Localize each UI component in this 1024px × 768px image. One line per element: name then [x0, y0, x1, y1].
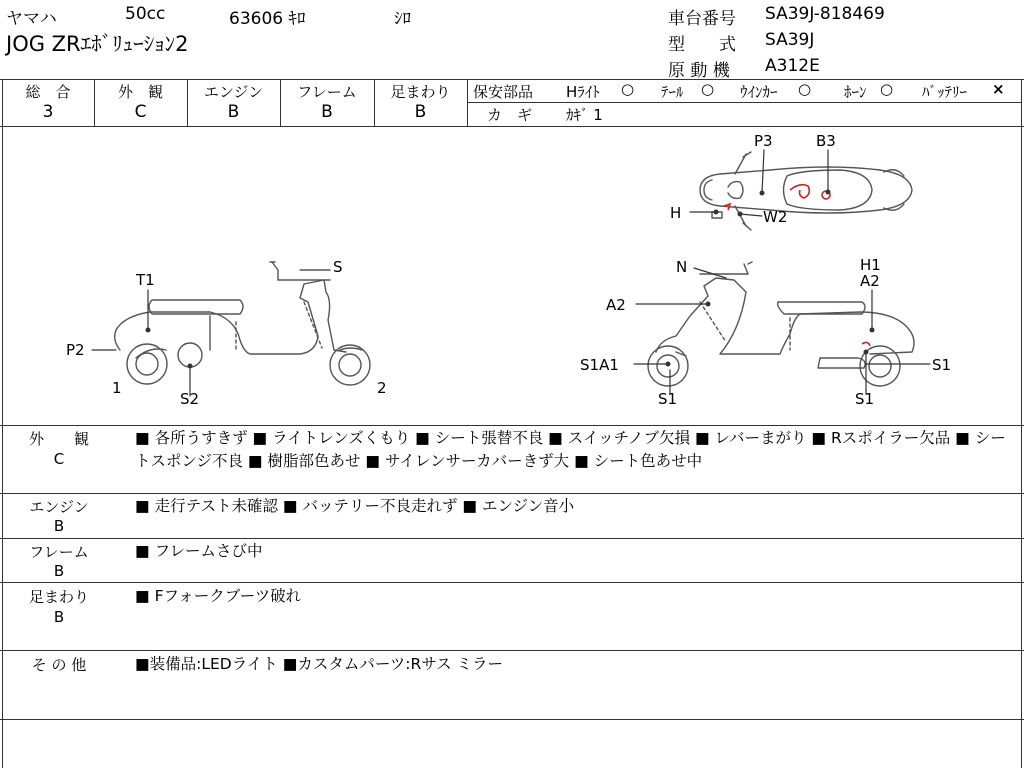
- diagram-label-2: 2: [377, 379, 387, 397]
- diagram-label-s1a1: S1A1: [580, 356, 619, 374]
- notes-other-label: そ の 他: [31, 656, 87, 674]
- overall-label: 総 合: [25, 83, 71, 101]
- notes-exterior-grade: C: [53, 450, 65, 468]
- suspension-rating-label: 足まわり: [390, 83, 451, 101]
- exterior-grade: C: [134, 102, 147, 122]
- mileage: 63606 ｷﾛ: [229, 9, 306, 29]
- divider: [0, 650, 1024, 651]
- divider: [0, 719, 1024, 720]
- notes-frame-text: ■ フレームさび中: [135, 542, 263, 560]
- diagram-label-t1: T1: [136, 271, 155, 289]
- divider: [0, 493, 1024, 494]
- notes-exterior-text: ■ 各所うすきず ■ ライトレンズくもり ■ シート張替不良 ■ スイッチノブ欠損 ■ レバーまがり ■ Rスポイラー欠品 ■ シートスポンジ不良 ■ 樹脂部色あせ ■ サイレンサーカバーきず大 ■ シート色あせ中: [135, 429, 1006, 470]
- engine-value: A312E: [765, 56, 820, 76]
- notes-suspension-text: ■ Fフォークブーツ破れ: [135, 587, 302, 605]
- divider: [0, 538, 1024, 539]
- diagram-label-h: H: [670, 204, 682, 222]
- notes-frame-grade: B: [53, 562, 65, 580]
- diagram-label-n: N: [676, 258, 688, 276]
- diagram-label-s2: S2: [180, 390, 200, 408]
- battery-label: ﾊﾞｯﾃﾘｰ: [922, 83, 968, 101]
- diagram-label-h1: H1: [860, 256, 881, 274]
- diagram-label-p2: P2: [66, 341, 85, 359]
- winker-mark: ○: [798, 80, 812, 98]
- diagram-label-p3: P3: [754, 132, 773, 150]
- divider: [467, 102, 1022, 103]
- diagram-label-s1-right: S1: [932, 356, 952, 374]
- diagram-label-w2: W2: [763, 208, 788, 226]
- battery-mark: ×: [992, 80, 1005, 98]
- top-view-scooter: [700, 152, 912, 230]
- notes-engine-label: エンジン: [29, 498, 89, 516]
- diagram-label-1: 1: [112, 379, 122, 397]
- diagram-label-a2: A2: [606, 296, 626, 314]
- overall-grade: 3: [42, 102, 54, 122]
- color: ｼﾛ: [394, 9, 411, 29]
- key-value: ｶｷﾞ 1: [566, 106, 603, 124]
- headlight-label: Hﾗｲﾄ: [566, 83, 600, 101]
- engine-grade: B: [227, 102, 240, 122]
- maker: ヤマハ: [6, 9, 57, 29]
- divider: [0, 79, 1024, 80]
- notes-other-text: ■装備品:LEDライト ■カスタムパーツ:Rサス ミラー: [135, 655, 504, 673]
- key-label: カ ギ: [487, 106, 533, 124]
- tail-label: ﾃｰﾙ: [661, 83, 684, 101]
- type-label: 型 式: [668, 35, 736, 55]
- headlight-mark: ○: [621, 80, 635, 98]
- type-value: SA39J: [765, 30, 815, 50]
- displacement: 50cc: [125, 4, 166, 24]
- divider: [0, 582, 1024, 583]
- notes-exterior-label: 外 観: [28, 430, 89, 448]
- diagram-label-s1-front: S1: [658, 390, 678, 408]
- engine-label: 原 動 機: [668, 61, 730, 81]
- frame-no-label: 車台番号: [668, 9, 736, 29]
- diagram-label-s: S: [333, 258, 343, 276]
- safety-label: 保安部品: [473, 83, 534, 101]
- horn-label: ﾎｰﾝ: [844, 83, 867, 101]
- engine-rating-label: エンジン: [203, 83, 264, 101]
- notes-frame-label: フレーム: [29, 543, 89, 561]
- notes-suspension-grade: B: [53, 608, 65, 626]
- notes-engine-grade: B: [53, 517, 65, 535]
- divider: [0, 425, 1024, 426]
- diagram-label-a2-top: A2: [860, 272, 880, 290]
- notes-suspension-label: 足まわり: [28, 588, 89, 606]
- notes-engine-text: ■ 走行テスト未確認 ■ バッテリー不良走れず ■ エンジン音小: [135, 497, 575, 515]
- tail-mark: ○: [701, 80, 715, 98]
- frame-no: SA39J-818469: [765, 4, 885, 24]
- model-name: JOG ZRｴﾎﾞﾘｭｰｼｮﾝ2: [6, 32, 189, 56]
- frame-rating-label: フレーム: [297, 83, 357, 101]
- diagram-label-s1-rear: S1: [855, 390, 875, 408]
- winker-label: ｳｲﾝｶｰ: [740, 83, 778, 101]
- diagram-label-b3: B3: [816, 132, 836, 150]
- frame-grade: B: [321, 102, 333, 122]
- exterior-label: 外 観: [117, 83, 163, 101]
- horn-mark: ○: [880, 80, 894, 98]
- suspension-grade: B: [414, 102, 427, 122]
